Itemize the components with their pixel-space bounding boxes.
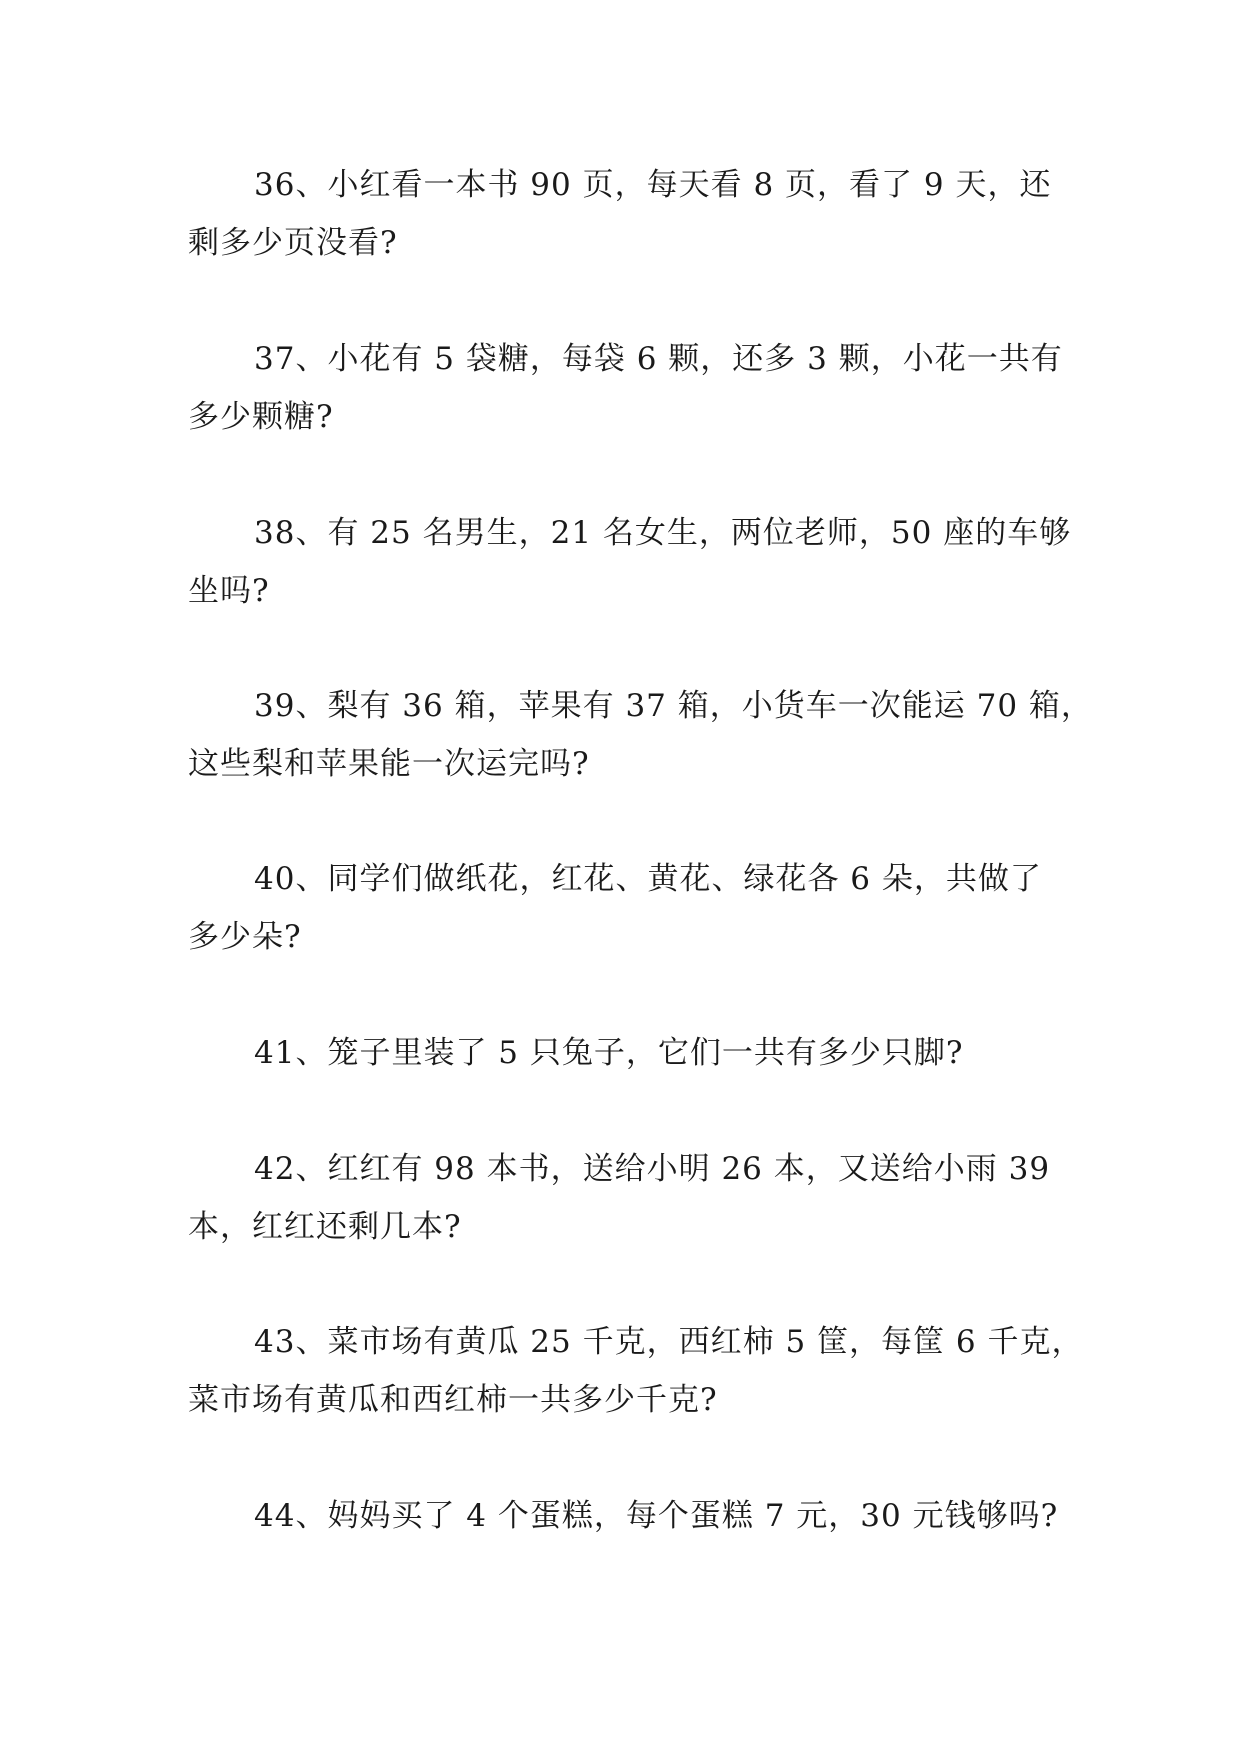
- problem-line: 坐吗?: [188, 573, 270, 609]
- problem-43: [188, 1313, 1084, 1429]
- problem-line: 36、小红看一本书 90 页，每天看 8 页，看了 9 天，还: [254, 167, 1052, 203]
- problem-39: [188, 677, 1093, 793]
- problem-line: 这些梨和苹果能一次运完吗?: [188, 746, 590, 782]
- problem-line: 本，红红还剩几本?: [188, 1209, 462, 1245]
- problem-line: 39、梨有 36 箱，苹果有 37 箱，小货车一次能运 70 箱，: [254, 688, 1093, 724]
- problem-42: [188, 1140, 1068, 1256]
- problem-line: 多少颗糖?: [188, 399, 334, 435]
- problem-line: 菜市场有黄瓜和西红柿一共多少千克?: [188, 1382, 718, 1418]
- problem-line: 42、红红有 98 本书，送给小明 26 本，又送给小雨 39: [254, 1151, 1051, 1187]
- problem-line: 44、妈妈买了 4 个蛋糕，每个蛋糕 7 元，30 元钱够吗?: [254, 1498, 1059, 1534]
- problem-line: 41、笼子里装了 5 只兔子，它们一共有多少只脚?: [254, 1035, 964, 1071]
- problem-line: 37、小花有 5 袋糖，每袋 6 颗，还多 3 颗，小花一共有: [254, 341, 1063, 377]
- problem-37: [188, 330, 1068, 446]
- problem-40: [188, 850, 1068, 966]
- problem-line: 多少朵?: [188, 919, 302, 955]
- problem-41: [188, 1024, 1068, 1082]
- problem-line: 40、同学们做纸花，红花、黄花、绿花各 6 朵，共做了: [254, 861, 1042, 897]
- problem-line: 剩多少页没看?: [188, 225, 398, 261]
- problem-line: 38、有 25 名男生，21 名女生，两位老师，50 座的车够: [254, 515, 1072, 551]
- problem-36: [188, 156, 1068, 272]
- problem-line: 43、菜市场有黄瓜 25 千克，西红柿 5 筐，每筐 6 千克，: [254, 1324, 1084, 1360]
- problem-44: [188, 1487, 1068, 1545]
- problem-38: [188, 504, 1072, 620]
